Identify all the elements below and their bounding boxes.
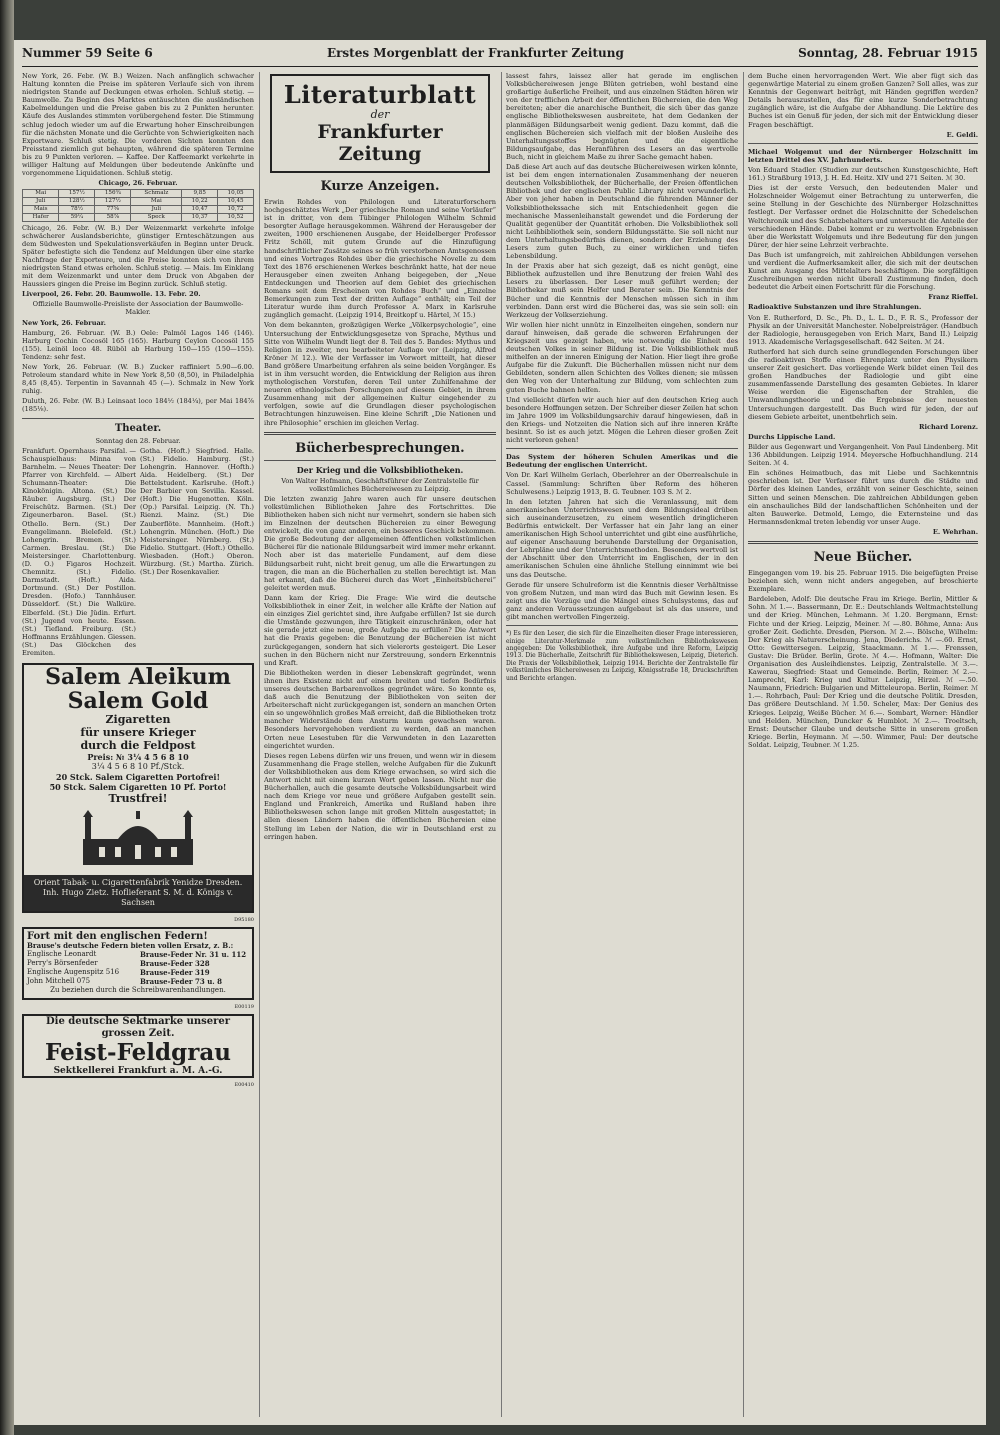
ad-text: durch die Feldpost	[80, 739, 196, 753]
neue-buecher-intro: Eingegangen vom 19. bis 25. Februar 1915. Die beigefügten Preise beziehen sich, wenn nicht anders angegeben, auf broschierte Exemplare.	[748, 568, 978, 594]
review-signature: E. Wehrhan.	[932, 527, 978, 536]
review-signature: E. Geldi.	[946, 130, 978, 139]
article-paragraph: Daß diese Art auch auf das deutsche Büchereiwesen wirken könnte, ist bei dem engen internationalen Zusammenhang der neueren deutschen Volksbibliothek, der Bücherhalle, der Freien öffentlichen Bibliothek und der englischen Public Library nicht verwunderlich. Aber von jeher haben in Deutschland die führenden Männer der Volksbibliothekssache sich mit Entschiedenheit gegen die mechanische Massenleihanstalt gewendet und die Forderung der Qualität gegenüber der Quantität erhoben. Die Volksbibliothek soll nicht Leihbibliothek sein, sondern Bildungsstätte. Sie soll nicht nur dem Unterhaltungsbedürfnis dienen, sondern der Erziehung des Lesers zum guten Buch, zu einer wirklichen und tiefen Lebensbildung.	[506, 163, 738, 261]
ad-brand-line: Feist-Feldgrau	[45, 1039, 231, 1067]
article-byline: Von Walter Hofmann, Geschäftsführer der Zentralstelle für volkstümliches Büchereiwesen zu Leipzig.	[281, 476, 479, 493]
article-paragraph: Erwin Rohdes von Philologen und Literaturforschern hochgeschätztes Werk „Der griechische Roman und seine Vorläufer“ ist in dritter, von dem Tübinger Philologen Wilhelm Schmid besorgter Auflage herausgekommen. Während der Herausgeber der zweiten, 1900 erschienenen Ausgabe, der Heidelberger Professor Fritz Schöll, mit gutem Grunde auf die Hinzufügung handschriftlicher Zusätze seines so früh verstorbenen Amtsgenossen und eines Vortrages Rohdes über die griechische Novelle zu dem Text des 1876 erschienenen Werkes beschränkt hatte, hat der neue Herausgeber einen zweiten Anhang beigegeben, der „Neue Entdeckungen und Theorien auf dem Gebiet des griechischen Romans seit dem Erscheinen von Rohdes Buch“ und „Einzelne Bemerkungen zum Text der dritten Auflage“ enthält; ein Teil der Literatur wurde ihm durch Professor A. Marx in Karlsruhe zugänglich gemacht. (Leipzig 1914, Breitkopf u. Härtel, ℳ 15.)	[264, 198, 496, 320]
neue-buecher-list: Bardeleben, Adolf: Die deutsche Frau im Kriege. Berlin, Mittler & Sohn. ℳ 1.—. Bassermann, Dr. E.: Deutschlands Weltmachtstellung und der Krieg. München, Lehmann. ℳ 1.20. Bergmann, Ernst: Fichte und der Krieg. Leipzig, Meiner. ℳ —.80. Böhme, Anna: Aus großer Zeit. Gedichte. Dresden, Pierson. ℳ 2.—. Bölsche, Wilhelm: Der Krieg als Naturerscheinung. Jena, Diederichs. ℳ —.60. Ernst, Otto: Gewittersegen. Leipzig, Staackmann. ℳ 1.—. Frenssen, Gustav: Die Brüder. Berlin, Grote. ℳ 4.—. Hofmann, Walter: Die Organisation des Ausleihdienstes. Leipzig, Zentralstelle. ℳ 3.—. Kawerau, Siegfried: Staat und Gemeinde. Berlin, Reimer. ℳ 2.—. Lamprecht, Karl: Krieg und Kultur. Leipzig, Hirzel. ℳ —.50. Naumann, Friedrich: Bulgarien und Mitteleuropa. Berlin, Reimer. ℳ 1.—. Rohrbach, Paul: Der Krieg und die deutsche Politik. Dresden, Das größere Deutschland. ℳ 1.50. Scheler, Max: Der Genius des Krieges. Leipzig, Weiße Bücher. ℳ 6.—. Sombart, Werner: Händler und Helden. München, Duncker & Humblot. ℳ 2.—. Troeltsch, Ernst: Deutscher Glaube und deutsche Sitte in unserem großen Kriege. Berlin, Heymann. ℳ —.50. Wimmer, Paul: Der deutsche Soldat. Leipzig, Teubner. ℳ 1.25.	[748, 595, 978, 749]
column-markets	[22, 72, 254, 1417]
article-paragraph: Ein schönes Heimatbuch, das mit Liebe und Sachkenntnis geschrieben ist. Der Verfasser führt uns durch die Städte und Dörfer des kleinen Landes, erzählt von seiner Geschichte, seinen Sitten und seinen Menschen. Die zahlreichen Abbildungen geben ein anschauliches Bild der landschaftlichen Schönheiten und der alten Bauwerke. Detmold, Lemgo, die Externsteine und das Hermannsdenkmal treten lebendig vor unser Auge.	[748, 469, 978, 526]
brause-pen-ad	[22, 927, 254, 1000]
ad-text: Trustfrei!	[108, 792, 168, 806]
kurze-anzeigen-title: Kurze Anzeigen.	[320, 179, 440, 194]
ad-text: 20 Stck. Salem Cigaretten Portofrei!	[56, 772, 220, 783]
literaturblatt-der: der	[370, 108, 390, 121]
buecherbesprechungen-title: Bücherbesprechungen.	[295, 440, 465, 456]
market-report-newyork: New York, 26. Febr. (W. B.) Weizen. Nach anfänglich schwacher Haltung konnten die Preise im späteren Verlaufe sich von ihrem niedrigsten Stande auf Deckungen etwas erholen. Schluß stetig. — Baumwolle. Zu Beginn des Marktes entäuschten die ausländischen Kabelmeldungen und die Preise gaben bis zu 2 Punkten herunter. Käufe des Auslandes stimmten vorübergehend fester. Die Stimmung schlug jedoch wieder um auf die Erwartung hoher Einschreibungen für die nächsten Monate und die Gerüchte von Schwierigkeiten nach Exportware. Schluß stetig. Die vorderen Sichten konnten den Preisstand ziemlich gut behaupten, während die späteren Termine bis zu 9 Punkten verloren. — Kaffee. Der Kaffeemarkt verkehrte in williger Haltung auf Meldungen über bedeutende Ankünfte und vorgenommene Liquidationen. Schluß stetig.	[22, 72, 254, 178]
article-paragraph: In der Praxis aber hat sich gezeigt, daß es nicht genügt, eine Bibliothek aufzustellen und ihre Benutzung der freien Wahl des Lesers zu überlassen. Der Leser muß geführt werden; der Bibliothekar muß sein Helfer und Berater sein. Die Kenntnis der Bücher und die Kenntnis der Menschen müssen sich in ihm verbinden. Dann erst wird die Bücherei das, was sie sein soll: ein Werkzeug der Volkserziehung.	[506, 262, 738, 319]
article-paragraph: Wir wollen hier nicht unnütz in Einzelheiten eingehen, sondern nur darauf hinweisen, daß gerade die schweren Erfahrungen der Kriegszeit uns gezeigt haben, wie notwendig die Einheit des deutschen Volkes in seiner Bildung ist. Die Volksbibliothek muß mithelfen an der inneren Einigung der Nation. Hier liegt ihre große Aufgabe für die Zukunft. Die Bücherhallen müssen nicht nur dem Gebildeten, sondern allen Schichten des Volkes dienen; sie müssen den Weg von der Unterhaltung zur Bildung, vom schlechten zum guten Buche bahnen helfen.	[506, 320, 738, 394]
article-paragraph: Und vielleicht dürfen wir auch hier auf den deutschen Krieg auch besondere Hoffnungen setzen. Der Schreiber dieser Zeilen hat schon im Jahre 1909 im Volksbildungsarchiv darauf hingewiesen, daß in den Kriegs- und Notzeiten die Nation sich auf ihre inneren Kräfte besinnt. So ist es auch jetzt. Mögen die Lehren dieser großen Zeit nicht verloren gehen!	[506, 395, 738, 445]
masthead	[22, 46, 978, 64]
theater-listing-left: Frankfurt. Opernhaus: Parsifal. — Schauspielhaus: Minna von Barnhelm. — Neues Theater: Der Pfarrer von Kirchfeld. — Albert Schumann-Theater: Die Kinokönigin. Altona. (St.) Die Räuber. Augsburg. (St.) Der Freischütz. Barmen. (St.) Der Zigeunerbaron. Basel. (St.) Othello. Bern. (St.) Der Evangelimann. Bielefeld. (St.) Lohengrin. Bremen. (St.) Carmen. Breslau. (St.) Die Meistersinger. Charlottenburg. (D. O.) Figaros Hochzeit. Chemnitz. (St.) Fidelio. Darmstadt. (Hoft.) Aida. Dortmund. (St.) Der Postillon. Dresden. (Hofo.) Tannhäuser. Düsseldorf. (St.) Die Walküre. Elberfeld. (St.) Die Jüdin. Erfurt. (St.) Jugend von heute. Essen. (St.) Tiefland. Freiburg. (St.) Hoffmanns Erzählungen. Giessen. (St.) Das Glöckchen des Eremiten.	[22, 446, 136, 657]
newyork-heading: New York, 26. Februar.	[22, 318, 106, 327]
review-title: Michael Wolgemut und der Nürnberger Holzschnitt im letzten Drittel des XV. Jahrhunderts.	[748, 147, 978, 164]
review-byline: Bilder aus Gegenwart und Vergangenheit. Von Paul Lindenberg. Mit 136 Abbildungen. Leipzig 1914. Meyersche Hofbuchhandlung. 214 Seiten. ℳ 4.	[748, 442, 978, 468]
review-byline: Von Dr. Karl Wilhelm Gerlach, Oberlehrer an der Oberrealschule in Cassel. (Sammlung: Schriften über Reform des höheren Schulwesens.) Leipzig 1913, B. G. Teubner. 103 S. ℳ 2.	[506, 471, 738, 496]
review-title: Radioaktive Substanzen und ihre Strahlungen.	[748, 303, 922, 312]
chicago-heading: Chicago, 26. Februar.	[98, 179, 178, 188]
ad-row: Englische Augenspitz 516 Brause-Feder 319	[27, 968, 210, 978]
theater-listing-right: Gotha. (Hoft.) Siegfried. Halle. (St.) Fidelio. Hamburg. (St.) Lohengrin. Hannover. (Hofth.) Aida. Heidelberg. (St.) Der Bettelstudent. Karlsruhe. (Hoft.) Der Barbier von Sevilla. Kassel. (Hoft.) Die Hugenotten. Köln. (Op.) Parsifal. Leipzig. (N. Th.) Rienzi. Mainz. (St.) Die Zauberflöte. Mannheim. (Hoft.) Lohengrin. München. (Hoft.) Die Meistersinger. Nürnberg. (St.) Fidelio. Stuttgart. (Hoft.) Othello. Wiesbaden. (Hoft.) Oberon. Würzburg. (St.) Martha. Zürich. (St.) Der Rosenkavalier.	[140, 446, 254, 577]
article-paragraph: In den letzten Jahren hat sich die Veranlassung, mit dem amerikanischen Unterrichtswesen und dem Bildungsideal drüben sich auseinanderzusetzen, zu einem wesentlich dringlicheren Bedürfnis entwickelt. Der Verfasser hat ein Jahr lang an einer amerikanischen High School unterrichtet und gibt eine ausführliche, auf eigener Anschauung beruhende Darstellung der Organisation, der Lehrpläne und der Unterrichtsmethoden. Besonders wertvoll ist der Abschnitt über den Unterricht im Englischen, der in den amerikanischen Schulen eine ähnliche Stellung einnimmt wie bei uns das Deutsche.	[506, 497, 738, 579]
ad-row: John Mitchell 075 Brause-Feder 73 u. 8	[27, 977, 223, 987]
theater-title: Theater.	[114, 422, 162, 434]
review-byline: Von Eduard Stadler. (Studien zur deutschen Kunstgeschichte, Heft 161.) Straßburg 1913, J. H. Ed. Heitz. XIV und 271 Seiten. ℳ 30.	[748, 165, 978, 183]
review-signature: Franz Rieffel.	[928, 293, 978, 302]
market-report-duluth: Duluth, 26. Febr. (W. B.) Leinsaat loco 184½ (184¼), per Mai 184⅞ (185⅛).	[22, 397, 254, 414]
ad-text: Zigaretten	[105, 713, 171, 727]
ad-text: für unsere Krieger	[80, 726, 196, 740]
ad-row: Englische Leonardt Brause-Feder Nr. 31 u. 112	[27, 950, 247, 960]
table-row: Hafer 59¼ 58⅞ Speck 10,37 10,52	[23, 213, 254, 221]
article-title: Der Krieg und die Volksbibliotheken.	[296, 464, 464, 475]
chicago-table	[22, 189, 254, 221]
ad-subhead: Brause's deutsche Federn bieten vollen Ersatz, z. B.:	[27, 941, 234, 951]
market-report-chicago: Chicago, 26. Febr. (W. B.) Der Weizenmarkt verkehrte infolge schwächerer Auslandsberichte, günstiger Ernteschätzungen aus dem Südwesten und Spekulationsverkäufen in Beginn unter Druck. Später befestigte sich die Tendenz auf Meldungen über eine starke Nachfrage der Exporteure, und die Preise konnten sich von ihrem niedrigsten Stand etwas erholen. Schluß stetig. — Mais. Im Einklang mit dem Weizenmarkt und unter dem Druck von Abgaben der Haussiers gingen die Preise im Beginn zurück. Schluß stetig.	[22, 223, 254, 289]
newspaper-page	[14, 40, 986, 1425]
masthead-paper: Erstes Morgenblatt der Frankfurter Zeitung	[326, 46, 624, 60]
article-paragraph: Dieses regen Lebens dürfen wir uns freuen, und wenn wir in diesem Zusammenhang die Frage stellen, welche Aufgaben für die Zukunft der Volksbibliotheken aus dem Kriege erwachsen, so wird sich die Antwort nicht mit einem kurzen Wort geben lassen. Nicht nur die Bücherhallen, auch die gesamte deutsche Volksbildungsarbeit wird nach dem Kriege vor neue und größere Aufgaben gestellt sein. England und Frankreich, Amerika und Rußland haben ihre Bibliothekswesen schon lange mit großen Mitteln ausgestattet; in allen diesen Ländern haben die öffentlichen Büchereien eine Stellung im Leben der Nation, die wir in Deutschland erst zu erringen haben.	[264, 751, 496, 841]
scan-background-top	[0, 0, 1000, 40]
article-paragraph: Die letzten zwanzig Jahre waren auch für unsere deutschen volkstümlichen Bibliotheken Jahre des Fortschrittes. Die Bibliotheken haben sich nicht nur vermehrt, sondern sie haben sich im Einzelnen der deutschen Büchereien zu einer Bewegung entwickelt, die von ganz anderen, ein besseres Geschick bekommen. Die große Bedeutung der allgemeinen öffentlichen volkstümlichen Bücherei für die nationale Bildungsarbeit wird immer mehr erkannt. Noch aber ist das materielle Fundament, auf dem diese Bildungsarbeit ruht, nicht breit genug, um alle die Erwartungen zu tragen, die man an die Bücherhallen zu stellen berechtigt ist. Man hat erkannt, daß die Bücherei durch das Wort „Einheitsbücherei“ geleitet werden muß.	[264, 494, 496, 592]
column-article-continued	[506, 72, 738, 1417]
article-paragraph: Von dem bekannten, großzügigen Werke „Völkerpsychologie“, eine Untersuchung der Entwicklungsgesetze von Sprache, Mythus und Sitte von Wilhelm Wundt liegt der 8. Teil des 5. Bandes: Mythus und Religion in zweiter, neu bearbeiteter Auflage vor (Leipzig, Alfred Kröner ℳ 12.). Wie der Verfasser im Vorwort mitteilt, hat dieser Band größere Umarbeitung erfahren als seine beiden Vorgänger. Es ist in ihm versucht worden, die Entwicklung der Religion aus ihren mythologischen Vorstufen, deren Teil unter Zuhilfenahme der neueren ethnologischen Forschungen auf diesem Gebiet, in ihrem Zusammenhang mit der allgemeinen Kultur eingehender zu verfolgen, sowie auf die Grundlagen dieser psychologischen Betrachtungen hinzuweisen. Eine kleine Schrift „Die Nationen und ihre Philosophie“ erschien im gleichen Verlag.	[264, 321, 496, 427]
literaturblatt-title: Literaturblatt	[283, 80, 477, 109]
article-paragraph: Dann kam der Krieg. Die Frage: Wie wird die deutsche Volksbibliothek in einer Zeit, in welcher alle Kräfte der Nation auf ein einziges Ziel gerichtet sind, ihre Aufgabe erfüllen? Ist sie durch die Umstände gezwungen, ihre Tätigkeit einzuschränken, oder hat sie gerade jetzt eine neue, große Aufgabe zu erfüllen? Die Antwort hat die Praxis gegeben: die Benutzung der Büchereien ist nicht zurückgegangen, sondern hat sich vielerorts gesteigert. Die Leser suchen in den Büchern nicht nur Zerstreuung, sondern Erkenntnis und Kraft.	[264, 593, 496, 667]
factory-mosque-illustration	[63, 809, 213, 867]
salem-cigarette-ad	[22, 663, 254, 913]
review-title: Durchs Lippische Land.	[748, 432, 836, 441]
ad-brand-line: Salem Aleikum	[45, 664, 231, 691]
theater-date: Sonntag den 28. Februar.	[95, 436, 181, 445]
section-rule	[264, 460, 496, 461]
column-divider	[259, 72, 260, 1417]
ad-code: D95180	[234, 917, 254, 924]
masthead-rule	[22, 66, 978, 67]
ad-code: E00410	[234, 1082, 254, 1089]
ad-code: E00119	[234, 1004, 254, 1011]
column-divider	[743, 72, 744, 1417]
article-paragraph: Das Buch ist umfangreich, mit zahlreichen Abbildungen versehen und verdient die Aufmerksamkeit aller, die sich mit der deutschen Kunst am Ausgang des Mittelalters beschäftigen. Die sorgfältigen Zuschreibungen werden nicht überall Zustimmung finden, doch bedeutet die Arbeit einen Fortschritt für die Forschung.	[748, 250, 978, 292]
article-paragraph: lassest fahrs, laissez aller hat gerade im englischen Volksbüchereiwesen jenge Blüten getrieben, wohl bestand eine großartige äußerliche Freiheit, und aus einzelnen Städten hören wir von der trefflichen Arbeit der öffentlichen Büchereien, die den Weg bereiteten; aber die anarchische Buntheit, die sich über das ganze englische Bibliothekswesen ausbreitete, hat dem Gedanken der planmäßigen Bildungsarbeit wenig gedient. Dazu kommt, daß die englischen Büchereien sich vielfach mit der bloßen Ausleihe des Unterhaltungsstoffes begnügten und die eigentliche Bildungsaufgabe, das Heranführen des Lesers an das wertvolle Buch, nicht in gleichem Maße zu ihrer Sache gemacht haben.	[506, 72, 738, 161]
ad-company: Sektkellerei Frankfurt a. M. A.-G.	[53, 1066, 223, 1077]
theater-listings	[22, 447, 254, 659]
section-rule	[264, 432, 496, 435]
book-binding-edge	[0, 0, 14, 1435]
liverpool-heading: Liverpool, 26. Febr. 20. Baumwolle. 13. Febr. 20.	[22, 290, 201, 299]
ad-text: 50 Stck. Salem Cigaretten 10 Pf. Porto!	[49, 782, 227, 793]
article-paragraph: Rutherford hat sich durch seine grundlegenden Forschungen über die radioaktiven Stoffe einen Ehrenplatz unter den Physikern unserer Zeit gesichert. Das vorliegende Werk bildet einen Teil des großen Handbuches der Radiologie und gibt eine zusammenfassende Darstellung des gesamten Gebietes. In klarer Weise werden die Eigenschaften der Strahlen, die Umwandlungstheorie und die Ergebnisse der neuesten Untersuchungen dargestellt. Das Buch wird für jeden, der auf diesem Gebiete arbeitet, unentbehrlich sein.	[748, 347, 978, 421]
section-rule	[506, 448, 738, 449]
review-title: Das System der höheren Schulen Amerikas und die Bedeutung der englischen Unterricht.	[506, 453, 738, 470]
ad-price: Preis: № 3¼ 4 5 6 8 10	[87, 752, 189, 763]
masthead-date: Sonntag, 28. Februar 1915	[798, 46, 978, 60]
ad-manufacturer: Orient Tabak- u. Cigarettenfabrik Yenidze Dresden. Inh. Hugo Zietz. Hoflieferant S. M. d. Königs v. Sachsen	[24, 875, 252, 911]
table-row: Mai 157½ 156¾ Schmalz 9,85 10,05	[23, 190, 254, 198]
footnote: *) Es für den Leser, die sich für die Einzelheiten dieser Frage interessieren, einige Literatur-Merkmale zum volkstümlichen Bibliothekswesen angegeben: Die Volksbibliothek, ihre Aufgabe und ihre Reform, Leipzig 1913. Die Bücherhalle, Zeitschrift für Bibliothekswesen, Leipzig, Dieterich. Die Praxis der Volksbibliothek, Leipzig 1914. Berichte der Zentralstelle für volkstümliches Büchereiwesen zu Leipzig, Königsstraße 18, Druckschriften und Berichte erlangen.	[506, 630, 738, 682]
table-row: Juli 128½ 127½ Mai 10,22 10,45	[23, 198, 254, 206]
ad-headline: Die deutsche Sektmarke unserer grossen Zeit.	[45, 1016, 231, 1040]
section-rule	[506, 625, 738, 626]
neue-buecher-title: Neue Bücher.	[813, 549, 913, 565]
feist-sekt-ad	[22, 1014, 254, 1078]
section-rule	[22, 418, 254, 419]
masthead-issue: Nummer 59 Seite 6	[22, 46, 153, 60]
ad-price: 3¼ 4 5 6 8 10 Pf./Stck.	[91, 762, 185, 772]
ad-headline: Fort mit den englischen Federn!	[27, 931, 208, 943]
column-literature	[264, 72, 496, 1417]
section-rule	[748, 143, 978, 144]
market-report-newyork-2: New York, 26. Februar. (W. B.) Zucker raffiniert 5.90—6.00. Petroleum standard white in New York 8,50 (8,50), in Philadelphia 8,45 (8,45). Terpentin in Savannah 45 (—). Schmalz in New York ruhig.	[22, 363, 254, 396]
article-paragraph: Gerade für unsere Schulreform ist die Kenntnis dieser Verhältnisse von großem Nutzen, und man wird das Buch mit Gewinn lesen. Es zeigt uns die Vorzüge und die Mängel eines Schulsystems, das auf ganz anderen Voraussetzungen aufgebaut ist als das unsere, und gibt manchen wertvollen Fingerzeig.	[506, 580, 738, 621]
literaturblatt-subtitle: Frankfurter Zeitung	[317, 121, 443, 165]
column-divider	[501, 72, 502, 1417]
table-row: Mais 78½ 77⅝ Juli 10,47 10,72	[23, 205, 254, 213]
article-paragraph: dem Buche einen hervorragenden Wert. Wie aber fügt sich das gegenwärtige Material zu einem großen Ganzen? Soll alles, was zur Kenntnis der Gegenwart beiträgt, mit Händen gegriffen werden? Details herauszustellen, das für eine kurze Sonderbetrachtung zugänglich wäre, ist die Aufgabe der Abhandlung. Die Lektüre des Buches ist ein Genuß für jeden, der sich mit der Entwicklung dieser Fragen beschäftigt.	[748, 72, 978, 129]
article-paragraph: Die Bibliotheken werden in dieser Lebenskraft gegründet, wenn ihnen ihrs Existenz nicht auf einem breiten und tiefen Bedürfnis unseres deutschen Barbarenvolkes gegründet wäre. So konnte es, daß auch die Benutzung der Bibliotheken von seiten der Arbeiterschaft nicht zurückgegangen ist, sondern an manchen Orten ein so ungewöhnlich großes Maß erreicht, daß die Bibliotheken trotz mancher Widerstände dem Ansturm kaum gewachsen waren. Besonders hervorgehoben verdient zu werden, daß an manchen Orten neue Lesestuben für die Verwundeten in den Lazaretten eingerichtet wurden.	[264, 668, 496, 750]
section-rule	[748, 541, 978, 544]
ad-note: Zu beziehen durch die Schreibwarenhandlungen.	[50, 986, 226, 995]
literaturblatt-title-box	[270, 74, 490, 173]
ad-brand-line: Salem Gold	[67, 688, 209, 715]
cotton-list-heading: Offizielle Baumwolle-Preisliste der Association der Baumwolle-Makler.	[32, 300, 244, 317]
article-paragraph: Dies ist der erste Versuch, den bedeutenden Maler und Holzschneider Wolgemut einer Betrachtung zu unterwerfen, die seine Stellung in der Geschichte des Nürnberger Holzschnittes festlegt. Der Verfasser ordnet die Holzschnitte der Schedelschen Weltchronik und des Schatzbehalters und untersucht die Anteile der verschiedenen Hände. Dabei kommt er zu wertvollen Ergebnissen über die Werkstatt Wolgemuts und ihre Bedeutung für den jungen Dürer, der hier seine Lehrzeit verbrachte.	[748, 184, 978, 249]
column-reviews	[748, 72, 978, 1417]
review-byline: Von E. Rutherford, D. Sc., Ph. D., L. L. D., F. R. S., Professor der Physik an der Universität Manchester. Nobelpreisträger. (Handbuch der Radiologie, herausgegeben von Erich Marx, Band II.) Leipzig 1913. Akademische Verlagsgesellschaft. 642 Seiten. ℳ 24.	[748, 313, 978, 346]
review-signature: Richard Lorenz.	[919, 422, 978, 431]
market-report-hamburg: Hamburg, 26. Februar. (W. B.) Oele: Palmöl Lagos 146 (146). Harburg Cochin Cocosöl 165 (165). Harburg Ceylon Cocosöl 155 (155). Leinöl loco 48. Rüböl ab Harburg 150—155 (150—155). Tendenz: sehr fest.	[22, 328, 254, 361]
ad-row: Perry's Börsenfeder Brause-Feder 328	[27, 959, 210, 969]
